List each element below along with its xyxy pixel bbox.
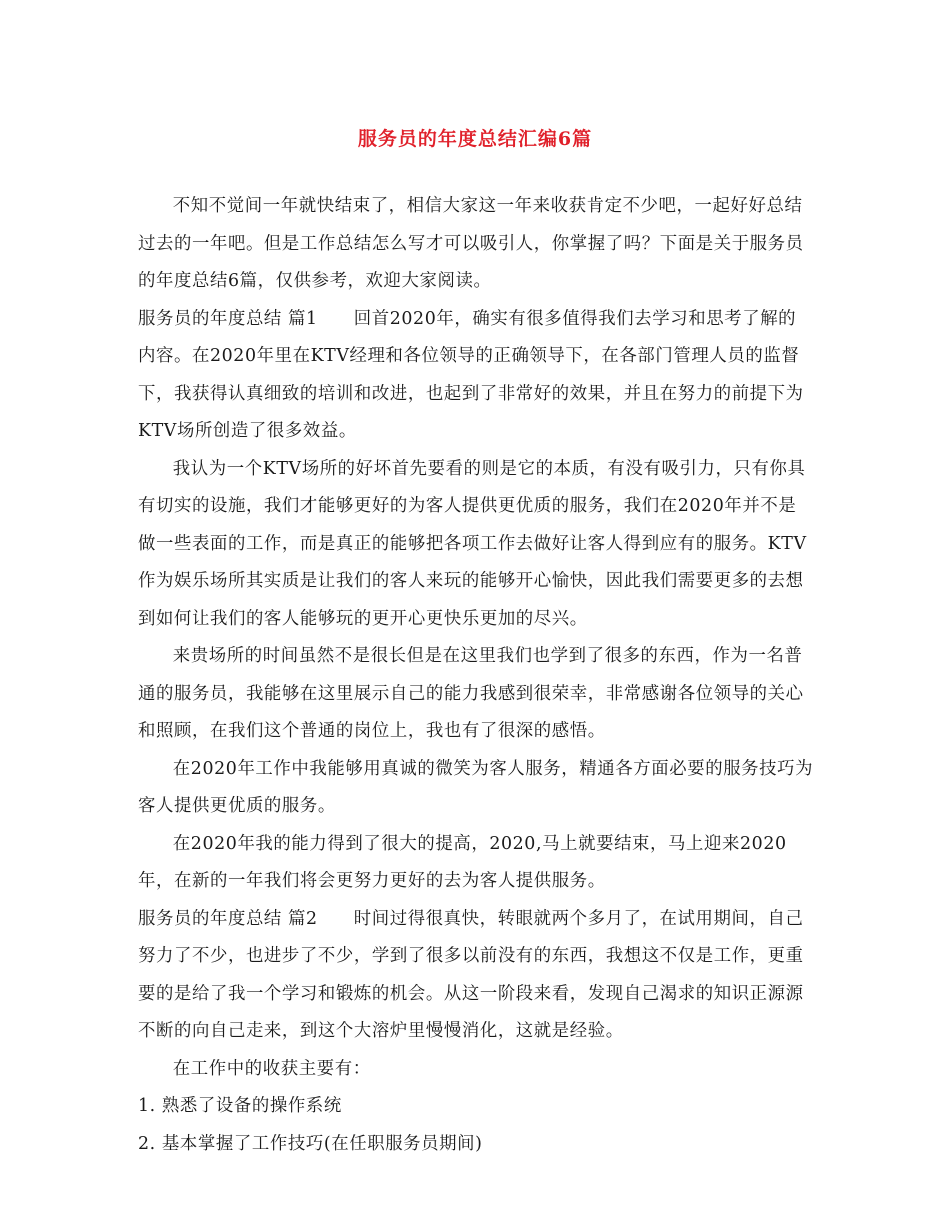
section-1-paragraph-3: 来贵场所的时间虽然不是很长但是在这里我们也学到了很多的东西，作为一名普通的服务员，我能够在这里展示自己的能力我感到很荣幸，非常感谢各位领导的关心和照顾，在我们这个普通的岗位上，我也有了很深的感悟。 [138,646,804,741]
section-1-heading: 服务员的年度总结 篇1 [138,308,318,329]
section-1-paragraph-4: 在2020年工作中我能够用真诚的微笑为客人服务，精通各方面必要的服务技巧为客人提供更优质的服务。 [138,758,814,816]
document-title: 服务员的年度总结汇编6篇 [357,128,593,150]
list-item: 2. 基本掌握了工作技巧(在任职服务员期间) [138,1133,483,1154]
section-1-paragraph-5: 在2020年我的能力得到了很大的提高，2020,马上就要结束，马上迎来2020年，在新的一年我们将会更努力更好的去为客人提供服务。 [138,833,787,891]
intro-paragraph: 不知不觉间一年就快结束了，相信大家这一年来收获肯定不少吧，一起好好总结过去的一年吧。但是工作总结怎么写才可以吸引人，你掌握了吗？下面是关于服务员的年度总结6篇，仅供参考，欢迎大家阅读。 [138,196,804,291]
section-1-paragraph-2: 我认为一个KTV场所的好坏首先要看的则是它的本质，有没有吸引力，只有你具有切实的设施，我们才能够更好的为客人提供更优质的服务，我们在2020年并不是做一些表面的工作，而是真正的能够把各项工作去做好让客人得到应有的服务。KTV作为娱乐场所其实质是让我们的客人来玩的能够开心愉快，因此我们需要更多的去想到如何让我们的客人能够玩的更开心更快乐更加的尽兴。 [138,458,807,629]
section-2-paragraph-1: 时间过得很真快，转眼就两个多月了，在试用期间，自己努力了不少，也进步了不少，学到了很多以前没有的东西，我想这不仅是工作，更重要的是给了我一个学习和锻炼的机会。从这一阶段来看，发现自己渴求的知识正源源不断的向自己走来，到这个大溶炉里慢慢消化，这就是经验。 [138,908,804,1041]
section-1-first-paragraph [138,301,814,451]
section-2-heading: 服务员的年度总结 篇2 [138,908,318,929]
list-item: 1. 熟悉了设备的操作系统 [138,1096,342,1116]
section-2-first-paragraph [138,901,814,1051]
section-2-paragraph-2: 在工作中的收获主要有： [172,1058,371,1079]
section-1-paragraph-1: 回首2020年，确实有很多值得我们去学习和思考了解的内容。在2020年里在KTV经理和各位领导的正确领导下，在各部门管理人员的监督下，我获得认真细致的培训和改进，也起到了非常好的效果，并且在努力的前提下为KTV场所创造了很多效益。 [138,308,804,441]
document-body [138,188,814,1163]
